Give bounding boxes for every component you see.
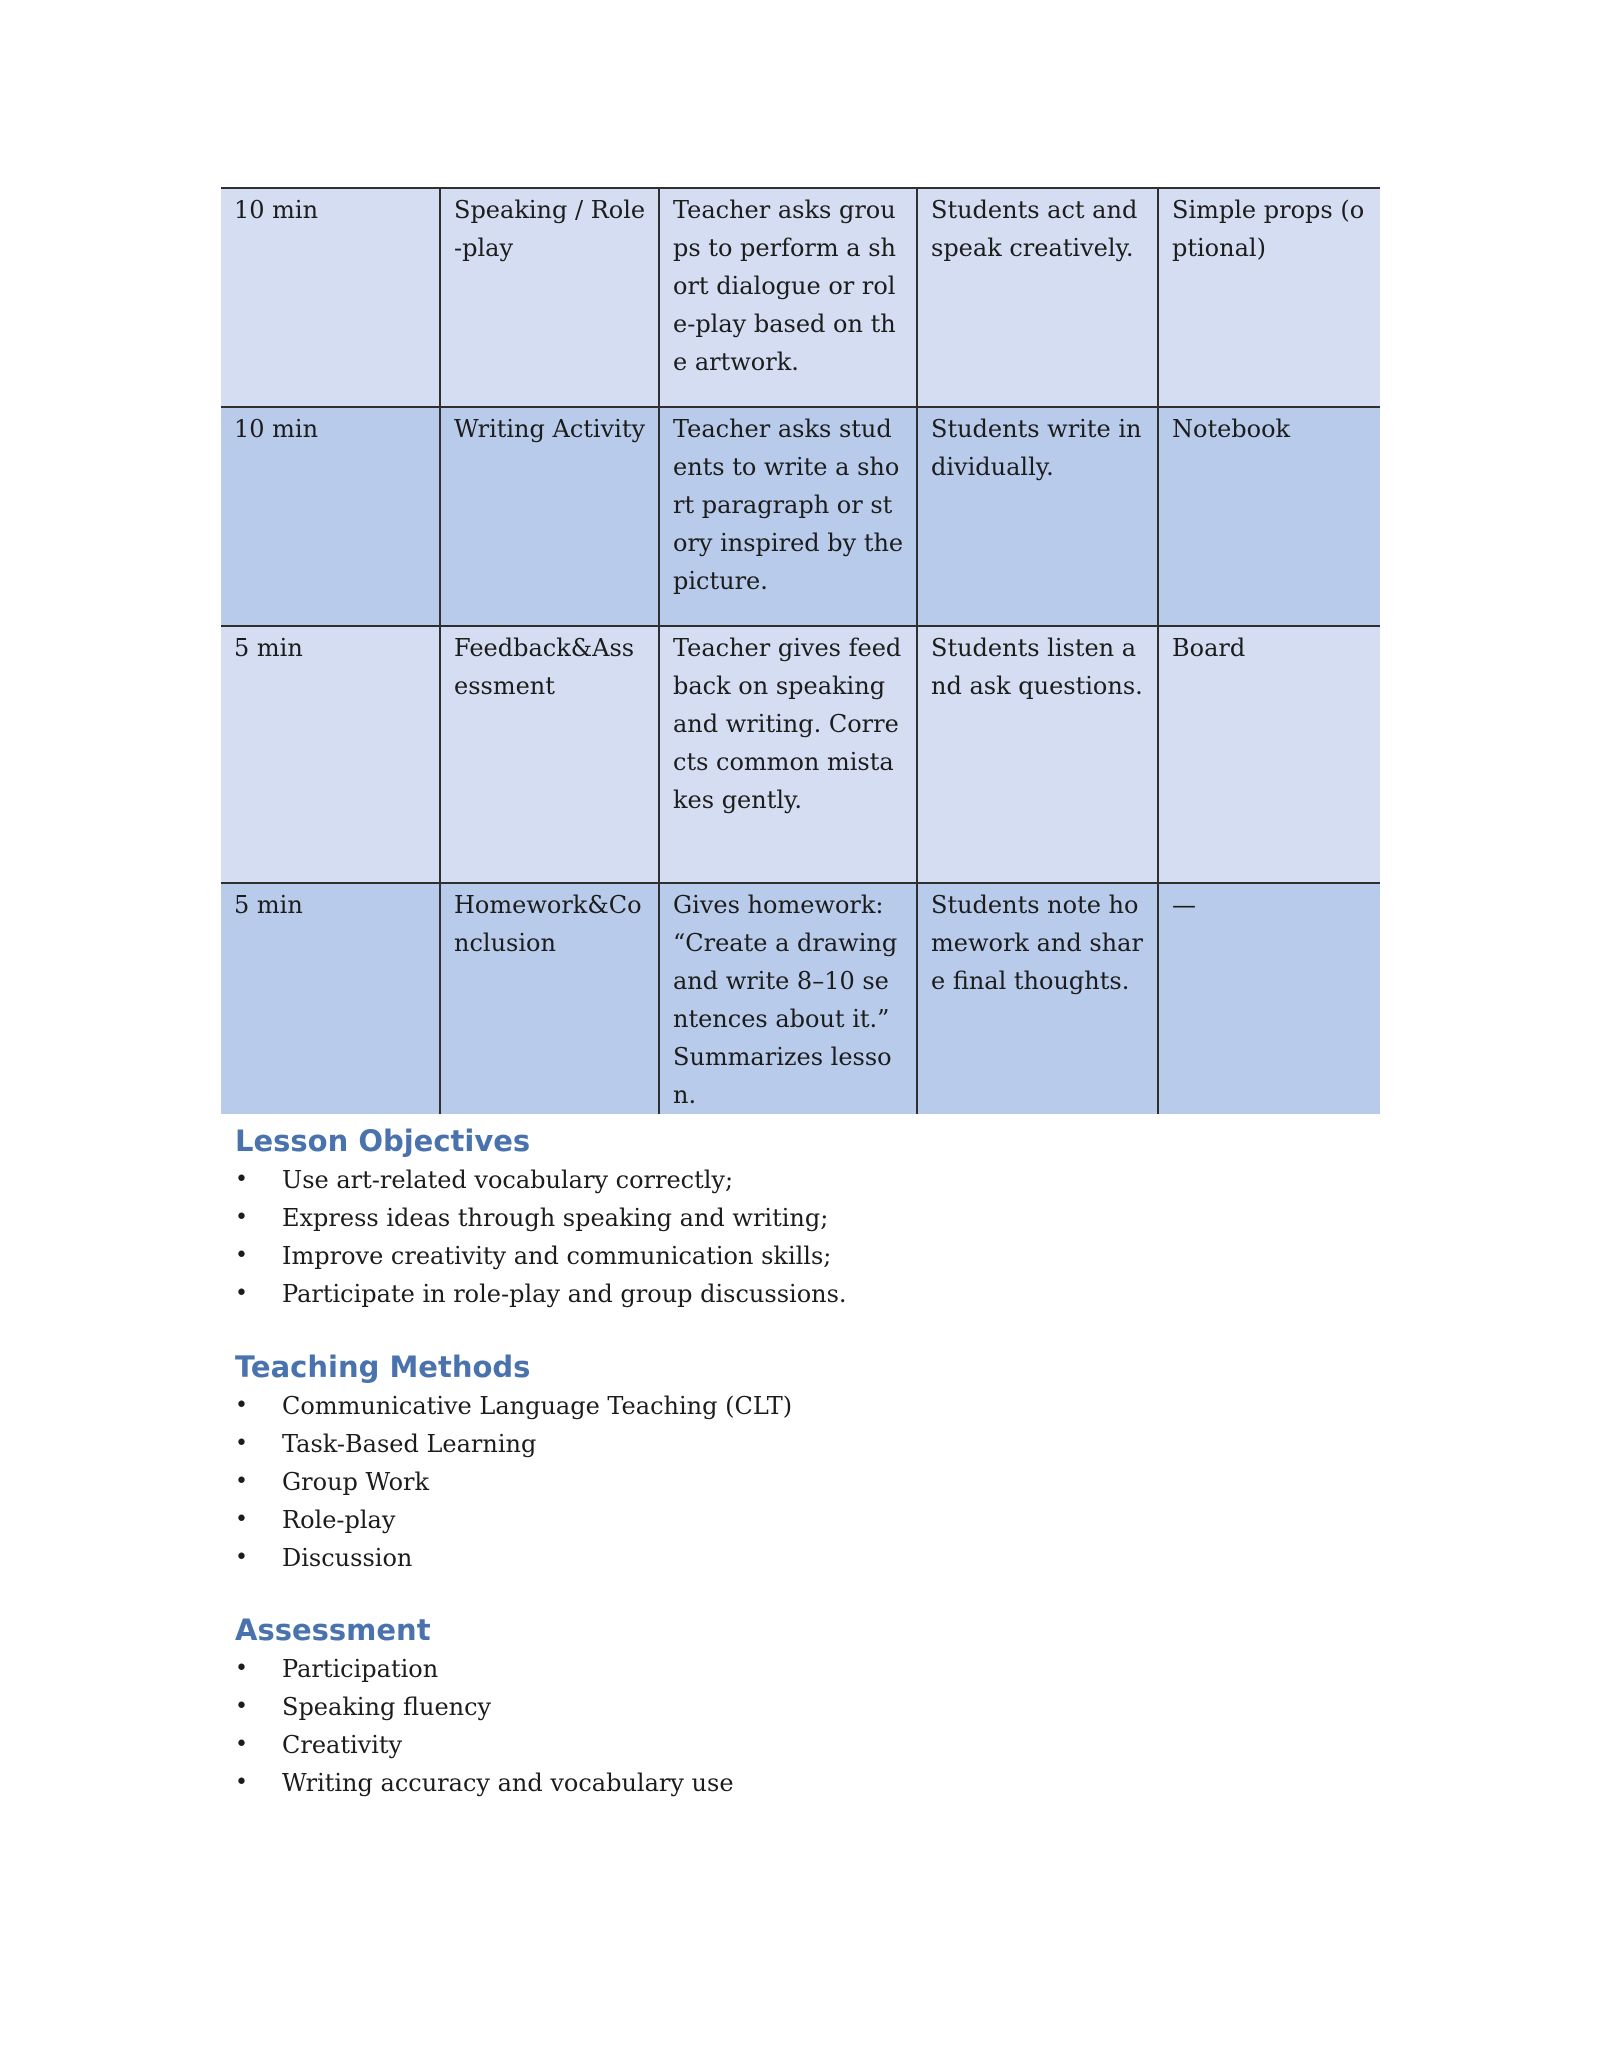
bullet-icon: • — [235, 1393, 248, 1418]
bullet-icon: • — [235, 1507, 248, 1532]
list-item — [235, 1463, 792, 1501]
materials-cell: Notebook — [1158, 407, 1380, 626]
table-row — [221, 626, 1380, 883]
teaching-methods-section — [235, 1347, 792, 1577]
lesson-objectives-section — [235, 1121, 847, 1313]
list-item-text: Participation — [282, 1655, 439, 1683]
section-heading: Assessment — [235, 1613, 431, 1647]
list-item — [235, 1726, 734, 1764]
list-item — [235, 1199, 847, 1237]
stage-cell: Writing Activity — [440, 407, 659, 626]
bullet-icon: • — [235, 1694, 248, 1719]
section-heading: Teaching Methods — [235, 1350, 531, 1384]
list-item — [235, 1275, 847, 1313]
teacher-activity-cell: Teacher gives feedback on speaking and writing. Corrects common mistakes gently. — [659, 626, 917, 883]
list-item-text: Discussion — [282, 1544, 413, 1572]
stage-cell: Homework&Conclusion — [440, 883, 659, 1114]
list-item-text: Communicative Language Teaching (CLT) — [282, 1392, 793, 1420]
assessment-section — [235, 1610, 734, 1802]
list-item — [235, 1650, 734, 1688]
student-activity-cell: Students listen and ask questions. — [917, 626, 1158, 883]
list-item-text: Improve creativity and communication skills; — [282, 1242, 832, 1270]
list-item — [235, 1501, 792, 1539]
list-item-text: Creativity — [282, 1731, 403, 1759]
materials-cell: — — [1158, 883, 1380, 1114]
bullet-icon: • — [235, 1205, 248, 1230]
list-item-text: Speaking fluency — [282, 1693, 492, 1721]
list-item — [235, 1161, 847, 1199]
time-cell: 10 min — [221, 188, 440, 407]
list-item-text: Express ideas through speaking and writing; — [282, 1204, 829, 1232]
bullet-icon: • — [235, 1656, 248, 1681]
bullet-list — [235, 1161, 847, 1313]
list-item — [235, 1237, 847, 1275]
table-row — [221, 883, 1380, 1114]
list-item — [235, 1539, 792, 1577]
bullet-list — [235, 1650, 734, 1802]
bullet-icon: • — [235, 1545, 248, 1570]
list-item-text: Task-Based Learning — [282, 1430, 537, 1458]
bullet-list — [235, 1387, 792, 1577]
list-item-text: Participate in role-play and group discussions. — [282, 1280, 847, 1308]
stage-cell: Feedback&Assessment — [440, 626, 659, 883]
section-heading: Lesson Objectives — [235, 1124, 531, 1158]
list-item — [235, 1425, 792, 1463]
list-item — [235, 1764, 734, 1802]
list-item-text: Writing accuracy and vocabulary use — [282, 1769, 734, 1797]
time-cell: 5 min — [221, 883, 440, 1114]
bullet-icon: • — [235, 1469, 248, 1494]
bullet-icon: • — [235, 1167, 248, 1192]
stage-cell: Speaking / Role-play — [440, 188, 659, 407]
table-row — [221, 407, 1380, 626]
student-activity-cell: Students write individually. — [917, 407, 1158, 626]
list-item-text: Group Work — [282, 1468, 430, 1496]
table-row — [221, 188, 1380, 407]
list-item-text: Role-play — [282, 1506, 396, 1534]
teacher-activity-cell: Teacher asks students to write a short paragraph or story inspired by the picture. — [659, 407, 917, 626]
list-item-text: Use art-related vocabulary correctly; — [282, 1166, 734, 1194]
student-activity-cell: Students act and speak creatively. — [917, 188, 1158, 407]
materials-cell: Board — [1158, 626, 1380, 883]
time-cell: 5 min — [221, 626, 440, 883]
bullet-icon: • — [235, 1281, 248, 1306]
bullet-icon: • — [235, 1431, 248, 1456]
student-activity-cell: Students note homework and share final thoughts. — [917, 883, 1158, 1114]
lesson-plan-table — [221, 187, 1380, 1114]
time-cell: 10 min — [221, 407, 440, 626]
bullet-icon: • — [235, 1732, 248, 1757]
list-item — [235, 1387, 792, 1425]
materials-cell: Simple props (optional) — [1158, 188, 1380, 407]
bullet-icon: • — [235, 1770, 248, 1795]
list-item — [235, 1688, 734, 1726]
bullet-icon: • — [235, 1243, 248, 1268]
teacher-activity-cell: Gives homework: “Create a drawing and write 8–10 sentences about it.” Summarizes lesson. — [659, 883, 917, 1114]
teacher-activity-cell: Teacher asks groups to perform a short dialogue or role-play based on the artwork. — [659, 188, 917, 407]
